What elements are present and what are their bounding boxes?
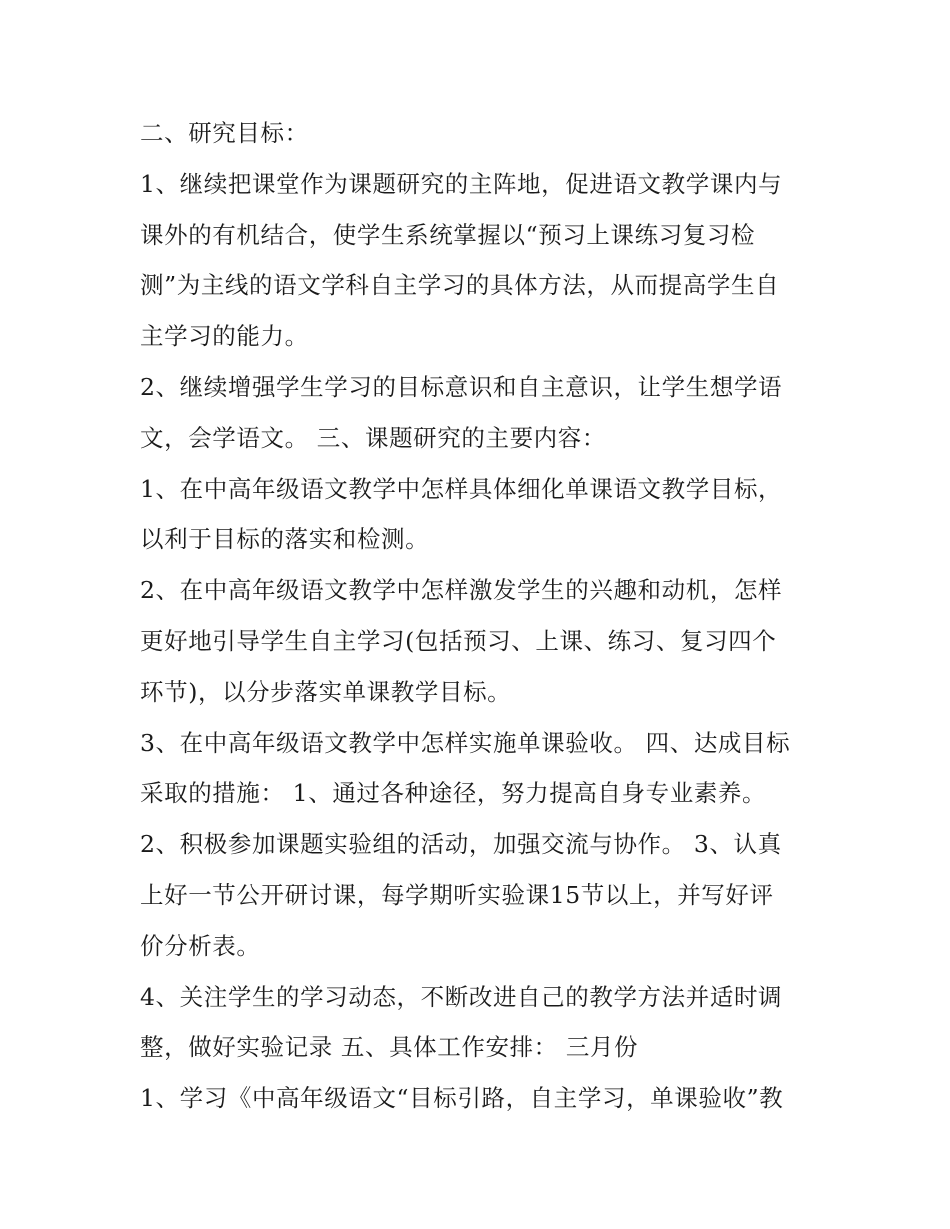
paragraph-line: 课外的有机结合，使学生系统掌握以“预习上课练习复习检	[140, 220, 756, 249]
paragraph-line: 2、在中高年级语文教学中怎样激发学生的兴趣和动机，怎样	[140, 576, 783, 605]
paragraph-line: 3、在中高年级语文教学中怎样实施单课验收。 四、达成目标	[140, 728, 791, 757]
document-body	[140, 108, 820, 1124]
paragraph-line: 测”为主线的语文学科自主学习的具体方法，从而提高学生自	[140, 271, 780, 300]
paragraph-line: 价分析表。	[140, 931, 261, 960]
paragraph-line: 主学习的能力。	[140, 322, 309, 351]
paragraph-line: 以利于目标的落实和检测。	[140, 525, 430, 554]
paragraph-line: 整，做好实验记录 五、具体工作安排： 三月份	[140, 1033, 639, 1062]
paragraph-line: 采取的措施： 1、通过各种途径，努力提高自身专业素养。	[140, 779, 767, 808]
paragraph-line: 上好一节公开研讨课，每学期听实验课15节以上，并写好评	[140, 880, 774, 909]
paragraph-line: 4、关注学生的学习动态，不断改进自己的教学方法并适时调	[140, 982, 783, 1011]
section-heading-research-goals: 二、研究目标：	[140, 119, 309, 147]
paragraph-line: 更好地引导学生自主学习(包括预习、上课、练习、复习四个	[140, 626, 777, 655]
paragraph-line: 2、继续增强学生学习的目标意识和自主意识，让学生想学语	[140, 372, 783, 401]
paragraph-line: 1、在中高年级语文教学中怎样具体细化单课语文教学目标，	[140, 474, 783, 503]
paragraph-line: 1、继续把课堂作为课题研究的主阵地，促进语文教学课内与	[140, 169, 783, 198]
paragraph-line: 2、积极参加课题实验组的活动，加强交流与协作。 3、认真	[140, 830, 782, 859]
paragraph-line: 1、学习《中高年级语文“目标引路，自主学习，单课验收”教	[140, 1084, 784, 1113]
paragraph-line: 环节)，以分步落实单课教学目标。	[140, 677, 512, 706]
paragraph-line: 文，会学语文。 三、课题研究的主要内容：	[140, 423, 606, 452]
